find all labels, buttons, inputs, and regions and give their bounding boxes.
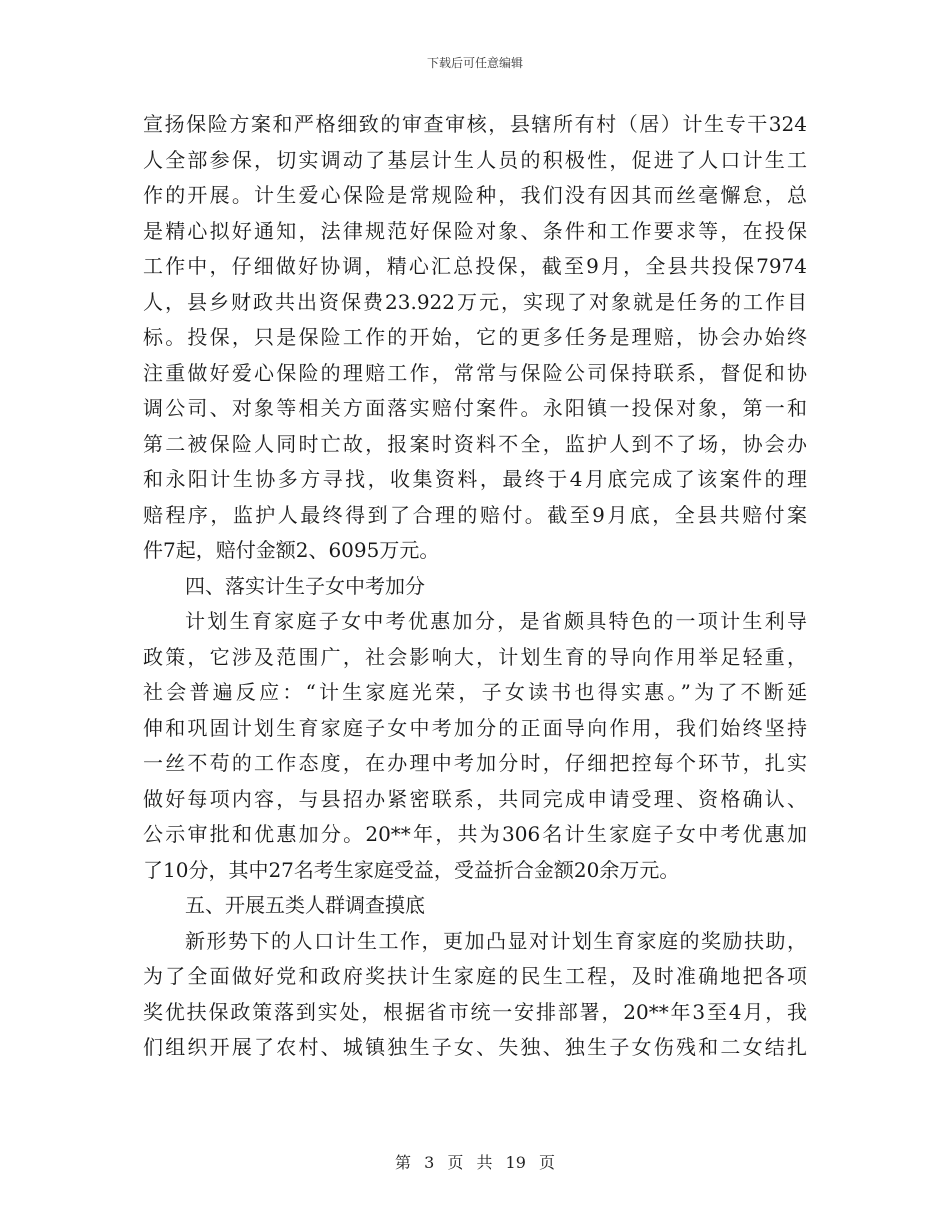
paragraph-line: 赔程序，监护人最终得到了合理的赔付。截至9月底，全县共赔付案 bbox=[143, 502, 807, 527]
section-heading: 五、开展五类人群调查摸底 bbox=[185, 893, 425, 917]
page-header-note: 下载后可任意编辑 bbox=[426, 56, 523, 70]
paragraph-line: 作的开展。计生爱心保险是常规险种，我们没有因其而丝毫懈怠，总 bbox=[143, 183, 807, 207]
paragraph-line: 人，县乡财政共出资保费23.922万元，实现了对象就是任务的工作目 bbox=[143, 289, 807, 314]
paragraph-line: 奖优扶保政策落到实处，根据省市统一安排部署，20**年3至4月，我 bbox=[143, 999, 807, 1024]
paragraph-line: 公示审批和优惠加分。20**年，共为306名计生家庭子女中考优惠加 bbox=[143, 822, 807, 846]
paragraph-line: 新形势下的人口计生工作，更加凸显对计划生育家庭的奖励扶助， bbox=[185, 928, 807, 953]
paragraph-line: 工作中，仔细做好协调，精心汇总投保，截至9月，全县共投保7974 bbox=[143, 254, 807, 278]
paragraph-line: 宣扬保险方案和严格细致的审查审核，县辖所有村（居）计生专干324 bbox=[143, 112, 807, 136]
document-body bbox=[143, 107, 807, 1066]
paragraph-line: 政策，它涉及范围广，社会影响大，计划生育的导向作用举足轻重， bbox=[143, 644, 807, 669]
page-number-footer: 第 3 页 共 19 页 bbox=[395, 1153, 555, 1172]
paragraph-line: 了10分，其中27名考生家庭受益，受益折合金额20余万元。 bbox=[143, 857, 680, 882]
paragraph-line: 们组织开展了农村、城镇独生子女、失独、独生子女伤残和二女结扎 bbox=[143, 1035, 807, 1059]
paragraph-line: 标。投保，只是保险工作的开始，它的更多任务是理赔，协会办始终 bbox=[143, 325, 807, 349]
paragraph-line: 做好每项内容，与县招办紧密联系，共同完成申请受理、资格确认、 bbox=[143, 786, 807, 811]
paragraph-line: 人全部参保，切实调动了基层计生人员的积极性，促进了人口计生工 bbox=[143, 147, 807, 172]
paragraph-line: 社会普遍反应：“计生家庭光荣，子女读书也得实惠。”为了不断延 bbox=[143, 680, 807, 704]
paragraph-line: 注重做好爱心保险的理赔工作，常常与保险公司保持联系，督促和协 bbox=[143, 360, 807, 385]
paragraph-line: 第二被保险人同时亡故，报案时资料不全，监护人到不了场，协会办 bbox=[143, 431, 807, 456]
paragraph-line: 是精心拟好通知，法律规范好保险对象、条件和工作要求等，在投保 bbox=[143, 218, 807, 243]
paragraph-line: 为了全面做好党和政府奖扶计生家庭的民生工程，及时准确地把各项 bbox=[143, 964, 807, 988]
paragraph-line: 调公司、对象等相关方面落实赔付案件。永阳镇一投保对象，第一和 bbox=[143, 396, 807, 420]
paragraph-line: 和永阳计生协多方寻找，收集资料，最终于4月底完成了该案件的理 bbox=[143, 467, 807, 491]
paragraph-line: 件7起，赔付金额2、6095万元。 bbox=[143, 538, 440, 562]
section-heading: 四、落实计生子女中考加分 bbox=[185, 573, 425, 598]
paragraph-line: 一丝不苟的工作态度，在办理中考加分时，仔细把控每个环节，扎实 bbox=[143, 751, 807, 775]
paragraph-line: 计划生育家庭子女中考优惠加分，是省颇具特色的一项计生利导 bbox=[185, 609, 807, 633]
paragraph-line: 伸和巩固计划生育家庭子女中考加分的正面导向作用，我们始终坚持 bbox=[143, 715, 807, 740]
